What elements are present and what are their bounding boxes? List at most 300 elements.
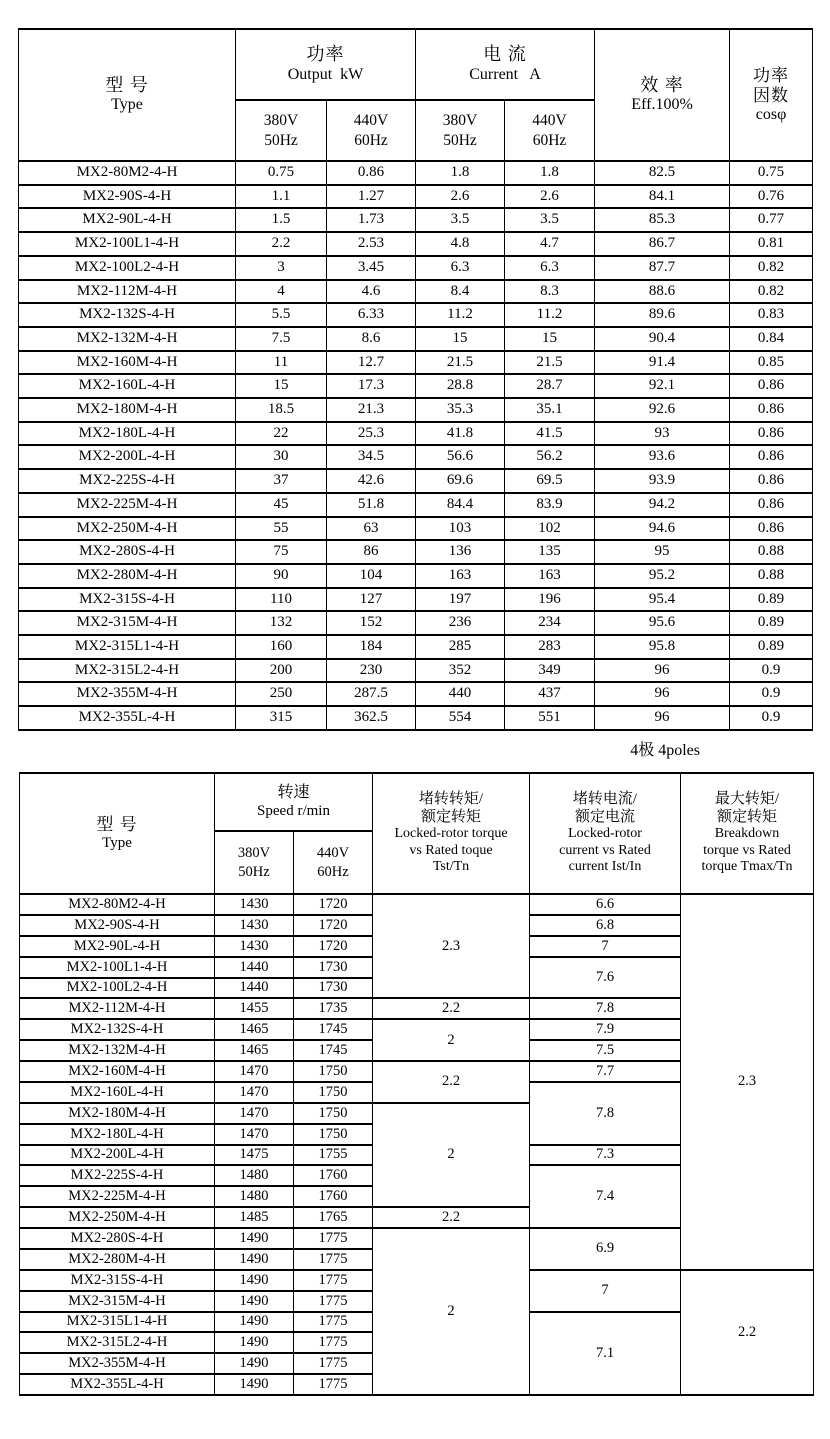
value-cell: 0.86 [730, 374, 813, 398]
value-cell: 184 [327, 635, 416, 659]
model-cell: MX2-280S-4-H [19, 540, 236, 564]
col-header-type [20, 773, 215, 894]
speed-cell: 1745 [294, 1040, 373, 1061]
value-cell: 89.6 [595, 303, 730, 327]
model-cell: MX2-315L2-4-H [20, 1332, 215, 1353]
ist-ratio-cell: 7.4 [530, 1165, 681, 1228]
motor-torque-table-header [20, 773, 814, 894]
value-cell: 0.86 [730, 398, 813, 422]
speed-cell: 1775 [294, 1374, 373, 1395]
table-row [19, 256, 813, 280]
value-cell: 96 [595, 706, 730, 730]
header-line: current Ist/In [568, 859, 642, 875]
value-cell: 94.2 [595, 493, 730, 517]
value-cell: 3.5 [416, 208, 505, 232]
value-cell: 0.86 [730, 517, 813, 541]
header-line: 额定转矩 [716, 808, 777, 825]
col-header-type-en: Type [111, 96, 143, 114]
model-cell: MX2-315L2-4-H [19, 659, 236, 683]
model-cell: MX2-355L-4-H [19, 706, 236, 730]
speed-cell: 1470 [215, 1082, 294, 1103]
col-header-speed-380v [215, 831, 294, 894]
value-cell: 93.6 [595, 445, 730, 469]
model-cell: MX2-180M-4-H [20, 1103, 215, 1124]
value-cell: 84.4 [416, 493, 505, 517]
header-line: 堵转电流/ [572, 791, 638, 808]
col-header-output-en: Output kW [287, 65, 364, 83]
model-cell: MX2-355L-4-H [20, 1374, 215, 1395]
ist-ratio-cell: 7 [530, 1270, 681, 1312]
value-cell: 315 [236, 706, 327, 730]
value-cell: 6.3 [416, 256, 505, 280]
model-cell: MX2-180L-4-H [19, 422, 236, 446]
value-cell: 8.6 [327, 327, 416, 351]
value-cell: 440 [416, 682, 505, 706]
tst-ratio-cell: 2.2 [373, 1207, 530, 1228]
ist-ratio-cell: 7.8 [530, 998, 681, 1019]
value-cell: 12.7 [327, 351, 416, 375]
table-row [19, 588, 813, 612]
value-cell: 0.88 [730, 540, 813, 564]
value-cell: 437 [505, 682, 595, 706]
col-header-breakdown-torque [681, 773, 814, 894]
model-cell: MX2-200L-4-H [19, 445, 236, 469]
value-cell: 69.6 [416, 469, 505, 493]
header-line: 额定转矩 [420, 808, 481, 825]
speed-cell: 1775 [294, 1332, 373, 1353]
col-header-power-factor [730, 29, 813, 161]
col-header-locked-rotor-torque [373, 773, 530, 894]
ist-ratio-cell: 6.9 [530, 1228, 681, 1270]
value-cell: 84.1 [595, 185, 730, 209]
col-header-output-440v [327, 100, 416, 161]
value-cell: 104 [327, 564, 416, 588]
header-line: 额定电流 [574, 808, 635, 825]
value-cell: 197 [416, 588, 505, 612]
voltage-line: 440V [316, 845, 350, 862]
value-cell: 163 [505, 564, 595, 588]
value-cell: 4.8 [416, 232, 505, 256]
value-cell: 1.8 [505, 161, 595, 185]
value-cell: 25.3 [327, 422, 416, 446]
value-cell: 93 [595, 422, 730, 446]
value-cell: 7.5 [236, 327, 327, 351]
speed-cell: 1430 [215, 915, 294, 936]
freq-line: 50Hz [264, 131, 298, 149]
tst-ratio-cell: 2 [373, 1019, 530, 1061]
model-cell: MX2-315S-4-H [19, 588, 236, 612]
col-header-speed-440v [294, 831, 373, 894]
speed-cell: 1470 [215, 1061, 294, 1082]
speed-cell: 1480 [215, 1165, 294, 1186]
col-header-output-cn: 功率 [306, 44, 345, 65]
model-cell: MX2-280M-4-H [19, 564, 236, 588]
model-cell: MX2-315S-4-H [20, 1270, 215, 1291]
tst-ratio-cell: 2 [373, 1103, 530, 1207]
value-cell: 127 [327, 588, 416, 612]
value-cell: 96 [595, 659, 730, 683]
speed-cell: 1465 [215, 1040, 294, 1061]
value-cell: 30 [236, 445, 327, 469]
speed-cell: 1720 [294, 894, 373, 915]
value-cell: 92.1 [595, 374, 730, 398]
value-cell: 83.9 [505, 493, 595, 517]
tst-ratio-cell: 2.3 [373, 894, 530, 998]
speed-cell: 1470 [215, 1103, 294, 1124]
speed-cell: 1775 [294, 1353, 373, 1374]
voltage-line: 440V [532, 112, 567, 130]
value-cell: 21.5 [416, 351, 505, 375]
value-cell: 11.2 [416, 303, 505, 327]
value-cell: 18.5 [236, 398, 327, 422]
model-cell: MX2-100L1-4-H [20, 957, 215, 978]
header-line: 最大转矩/ [714, 791, 780, 808]
value-cell: 2.6 [505, 185, 595, 209]
col-header-current-380v [416, 100, 505, 161]
speed-cell: 1490 [215, 1312, 294, 1333]
value-cell: 132 [236, 611, 327, 635]
ist-ratio-cell: 7.7 [530, 1061, 681, 1082]
value-cell: 91.4 [595, 351, 730, 375]
table-row [19, 517, 813, 541]
col-header-current [416, 29, 595, 100]
value-cell: 63 [327, 517, 416, 541]
speed-cell: 1455 [215, 998, 294, 1019]
col-header-output-power [236, 29, 416, 100]
table-row [19, 564, 813, 588]
freq-line: 60Hz [532, 131, 567, 149]
value-cell: 55 [236, 517, 327, 541]
speed-cell: 1775 [294, 1312, 373, 1333]
value-cell: 0.85 [730, 351, 813, 375]
value-cell: 283 [505, 635, 595, 659]
value-cell: 82.5 [595, 161, 730, 185]
ist-ratio-cell: 7.9 [530, 1019, 681, 1040]
ist-ratio-cell: 6.8 [530, 915, 681, 936]
speed-cell: 1775 [294, 1291, 373, 1312]
value-cell: 22 [236, 422, 327, 446]
table-row [19, 398, 813, 422]
model-cell: MX2-225S-4-H [20, 1165, 215, 1186]
value-cell: 95 [595, 540, 730, 564]
value-cell: 95.2 [595, 564, 730, 588]
voltage-line: 380V [237, 845, 271, 862]
model-cell: MX2-160M-4-H [20, 1061, 215, 1082]
model-cell: MX2-112M-4-H [20, 998, 215, 1019]
value-cell: 102 [505, 517, 595, 541]
col-header-pf-symbol: cosφ [755, 105, 787, 123]
value-cell: 1.8 [416, 161, 505, 185]
value-cell: 90.4 [595, 327, 730, 351]
value-cell: 88.6 [595, 280, 730, 304]
value-cell: 160 [236, 635, 327, 659]
table-row [19, 351, 813, 375]
col-header-eff-cn: 效 率 [640, 74, 684, 95]
model-cell: MX2-160M-4-H [19, 351, 236, 375]
speed-cell: 1490 [215, 1291, 294, 1312]
value-cell: 4.7 [505, 232, 595, 256]
speed-cell: 1760 [294, 1186, 373, 1207]
model-cell: MX2-100L1-4-H [19, 232, 236, 256]
value-cell: 0.9 [730, 706, 813, 730]
table-row [19, 232, 813, 256]
tst-ratio-cell: 2.2 [373, 1061, 530, 1103]
table-row [19, 185, 813, 209]
model-cell: MX2-315M-4-H [19, 611, 236, 635]
col-header-type-en: Type [102, 834, 132, 851]
col-header-locked-rotor-current [530, 773, 681, 894]
speed-cell: 1730 [294, 978, 373, 999]
value-cell: 21.3 [327, 398, 416, 422]
value-cell: 86 [327, 540, 416, 564]
header-line: current vs Rated [559, 842, 651, 858]
col-header-current-en: Current A [469, 65, 541, 83]
value-cell: 0.89 [730, 635, 813, 659]
speed-cell: 1490 [215, 1249, 294, 1270]
value-cell: 1.1 [236, 185, 327, 209]
value-cell: 8.4 [416, 280, 505, 304]
value-cell: 15 [416, 327, 505, 351]
value-cell: 35.3 [416, 398, 505, 422]
value-cell: 0.9 [730, 659, 813, 683]
header-line: Breakdown [714, 826, 780, 842]
value-cell: 0.86 [730, 422, 813, 446]
table-row [19, 611, 813, 635]
value-cell: 17.3 [327, 374, 416, 398]
table-row [19, 540, 813, 564]
model-cell: MX2-225M-4-H [20, 1186, 215, 1207]
speed-cell: 1775 [294, 1249, 373, 1270]
model-cell: MX2-280M-4-H [20, 1249, 215, 1270]
freq-line: 50Hz [238, 863, 270, 880]
value-cell: 28.7 [505, 374, 595, 398]
col-header-current-cn: 电 流 [483, 44, 527, 65]
value-cell: 349 [505, 659, 595, 683]
value-cell: 42.6 [327, 469, 416, 493]
col-header-pf-cn-2: 因数 [753, 85, 790, 105]
value-cell: 8.3 [505, 280, 595, 304]
col-header-type-cn: 型 号 [105, 74, 149, 95]
value-cell: 11.2 [505, 303, 595, 327]
value-cell: 90 [236, 564, 327, 588]
col-header-speed-en: Speed r/min [257, 802, 330, 819]
value-cell: 163 [416, 564, 505, 588]
model-cell: MX2-180L-4-H [20, 1124, 215, 1145]
table-row [19, 706, 813, 730]
model-cell: MX2-132M-4-H [19, 327, 236, 351]
motor-power-table-header [19, 29, 813, 161]
table-row [19, 659, 813, 683]
value-cell: 0.81 [730, 232, 813, 256]
speed-cell: 1750 [294, 1082, 373, 1103]
model-cell: MX2-100L2-4-H [20, 978, 215, 999]
value-cell: 152 [327, 611, 416, 635]
value-cell: 285 [416, 635, 505, 659]
value-cell: 2.53 [327, 232, 416, 256]
value-cell: 2.2 [236, 232, 327, 256]
value-cell: 0.9 [730, 682, 813, 706]
table-row [19, 208, 813, 232]
voltage-line: 380V [442, 112, 478, 130]
value-cell: 0.89 [730, 588, 813, 612]
value-cell: 1.73 [327, 208, 416, 232]
speed-cell: 1750 [294, 1061, 373, 1082]
table-row [19, 635, 813, 659]
value-cell: 136 [416, 540, 505, 564]
speed-cell: 1490 [215, 1353, 294, 1374]
col-header-eff-en: Eff.100% [631, 96, 693, 114]
value-cell: 69.5 [505, 469, 595, 493]
model-cell: MX2-250M-4-H [19, 517, 236, 541]
speed-cell: 1750 [294, 1103, 373, 1124]
header-line: torque vs Rated [703, 842, 791, 858]
value-cell: 1.5 [236, 208, 327, 232]
value-cell: 1.27 [327, 185, 416, 209]
voltage-line: 380V [263, 112, 299, 130]
speed-cell: 1760 [294, 1165, 373, 1186]
value-cell: 94.6 [595, 517, 730, 541]
speed-cell: 1475 [215, 1145, 294, 1166]
value-cell: 352 [416, 659, 505, 683]
value-cell: 0.76 [730, 185, 813, 209]
value-cell: 11 [236, 351, 327, 375]
value-cell: 15 [505, 327, 595, 351]
value-cell: 362.5 [327, 706, 416, 730]
poles-note: 4极 4poles [630, 742, 700, 759]
value-cell: 95.4 [595, 588, 730, 612]
model-cell: MX2-355M-4-H [19, 682, 236, 706]
speed-cell: 1755 [294, 1145, 373, 1166]
ist-ratio-cell: 7.3 [530, 1145, 681, 1166]
model-cell: MX2-160L-4-H [19, 374, 236, 398]
model-cell: MX2-80M2-4-H [20, 894, 215, 915]
model-cell: MX2-160L-4-H [20, 1082, 215, 1103]
value-cell: 110 [236, 588, 327, 612]
speed-cell: 1440 [215, 957, 294, 978]
value-cell: 93.9 [595, 469, 730, 493]
value-cell: 0.75 [236, 161, 327, 185]
freq-line: 50Hz [443, 131, 477, 149]
header-line: 堵转转矩/ [418, 791, 484, 808]
speed-cell: 1745 [294, 1019, 373, 1040]
speed-cell: 1720 [294, 936, 373, 957]
col-header-current-440v [505, 100, 595, 161]
speed-cell: 1470 [215, 1124, 294, 1145]
value-cell: 234 [505, 611, 595, 635]
table-row [19, 445, 813, 469]
tst-ratio-cell: 2 [373, 1228, 530, 1395]
value-cell: 56.2 [505, 445, 595, 469]
value-cell: 21.5 [505, 351, 595, 375]
tmax-ratio-cell: 2.3 [681, 894, 814, 1270]
ist-ratio-cell: 6.6 [530, 894, 681, 915]
value-cell: 4 [236, 280, 327, 304]
model-cell: MX2-132M-4-H [20, 1040, 215, 1061]
speed-cell: 1730 [294, 957, 373, 978]
value-cell: 35.1 [505, 398, 595, 422]
model-cell: MX2-280S-4-H [20, 1228, 215, 1249]
value-cell: 554 [416, 706, 505, 730]
table-row [19, 469, 813, 493]
value-cell: 3 [236, 256, 327, 280]
col-header-type-cn: 型 号 [96, 814, 138, 834]
value-cell: 287.5 [327, 682, 416, 706]
value-cell: 41.8 [416, 422, 505, 446]
value-cell: 196 [505, 588, 595, 612]
value-cell: 96 [595, 682, 730, 706]
table-row [19, 280, 813, 304]
value-cell: 0.77 [730, 208, 813, 232]
header-line: Locked-rotor torque [394, 826, 508, 842]
tmax-ratio-cell: 2.2 [681, 1270, 814, 1395]
motor-torque-table [19, 772, 814, 1396]
speed-cell: 1480 [215, 1186, 294, 1207]
speed-cell: 1750 [294, 1124, 373, 1145]
model-cell: MX2-355M-4-H [20, 1353, 215, 1374]
model-cell: MX2-112M-4-H [19, 280, 236, 304]
col-header-speed [215, 773, 373, 831]
value-cell: 250 [236, 682, 327, 706]
col-header-type [19, 29, 236, 161]
speed-cell: 1485 [215, 1207, 294, 1228]
header-line: Tst/Tn [432, 859, 470, 875]
speed-cell: 1720 [294, 915, 373, 936]
table-row [19, 682, 813, 706]
value-cell: 0.88 [730, 564, 813, 588]
value-cell: 103 [416, 517, 505, 541]
speed-cell: 1490 [215, 1228, 294, 1249]
value-cell: 37 [236, 469, 327, 493]
speed-cell: 1765 [294, 1207, 373, 1228]
ist-ratio-cell: 7.5 [530, 1040, 681, 1061]
model-cell: MX2-90L-4-H [19, 208, 236, 232]
table-row [19, 327, 813, 351]
value-cell: 3.5 [505, 208, 595, 232]
value-cell: 6.33 [327, 303, 416, 327]
value-cell: 551 [505, 706, 595, 730]
value-cell: 0.84 [730, 327, 813, 351]
model-cell: MX2-90L-4-H [20, 936, 215, 957]
motor-torque-table-body [20, 894, 814, 1395]
freq-line: 60Hz [354, 131, 388, 149]
value-cell: 85.3 [595, 208, 730, 232]
value-cell: 0.89 [730, 611, 813, 635]
model-cell: MX2-90S-4-H [20, 915, 215, 936]
value-cell: 45 [236, 493, 327, 517]
col-header-pf-cn-1: 功率 [753, 65, 790, 85]
value-cell: 28.8 [416, 374, 505, 398]
model-cell: MX2-315M-4-H [20, 1291, 215, 1312]
value-cell: 0.83 [730, 303, 813, 327]
value-cell: 3.45 [327, 256, 416, 280]
ist-ratio-cell: 7 [530, 936, 681, 957]
value-cell: 0.82 [730, 280, 813, 304]
value-cell: 95.6 [595, 611, 730, 635]
speed-cell: 1775 [294, 1270, 373, 1291]
value-cell: 86.7 [595, 232, 730, 256]
value-cell: 87.7 [595, 256, 730, 280]
header-line: vs Rated toque [409, 842, 493, 858]
speed-cell: 1490 [215, 1332, 294, 1353]
model-cell: MX2-90S-4-H [19, 185, 236, 209]
speed-cell: 1490 [215, 1270, 294, 1291]
ist-ratio-cell: 7.8 [530, 1082, 681, 1145]
speed-cell: 1735 [294, 998, 373, 1019]
value-cell: 236 [416, 611, 505, 635]
value-cell: 135 [505, 540, 595, 564]
value-cell: 34.5 [327, 445, 416, 469]
table-row [20, 894, 814, 915]
